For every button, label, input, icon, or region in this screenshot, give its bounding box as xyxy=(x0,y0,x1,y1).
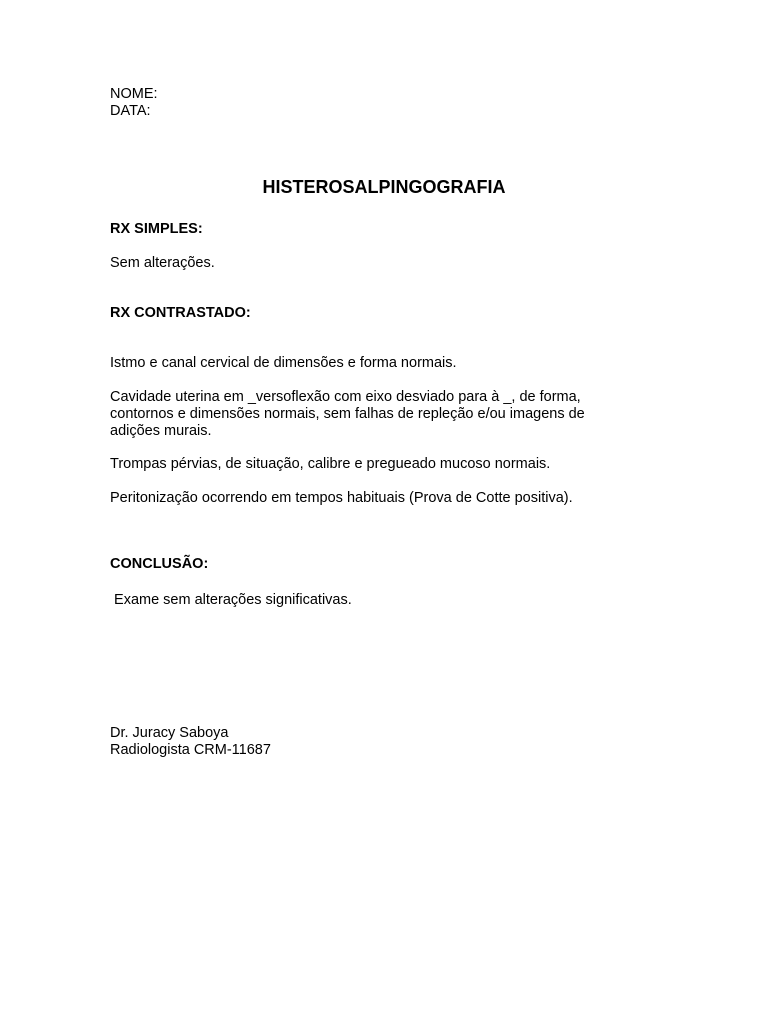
rx-simples-text: Sem alterações. xyxy=(110,255,215,271)
nome-label: NOME: xyxy=(110,86,158,102)
paragraph-trompas: Trompas pérvias, de situação, calibre e pregueado mucoso normais. xyxy=(110,456,551,472)
rx-contrastado-heading: RX CONTRASTADO: xyxy=(110,305,251,321)
rx-simples-heading: RX SIMPLES: xyxy=(110,221,203,237)
data-label: DATA: xyxy=(110,103,151,119)
document-title: HISTEROSALPINGOGRAFIA xyxy=(262,177,506,197)
conclusao-heading: CONCLUSÃO: xyxy=(110,556,209,572)
signature-role: Radiologista CRM-11687 xyxy=(110,742,271,758)
signature-name: Dr. Juracy Saboya xyxy=(110,725,229,741)
paragraph-peritonizacao: Peritonização ocorrendo em tempos habituais (Prova de Cotte positiva). xyxy=(110,490,573,506)
paragraph-cavidade: Cavidade uterina em _versoflexão com eixo desviado para à _, de forma, contornos e dimensões normais, sem falhas de repleção e/ou imagens de adições murais. xyxy=(110,389,585,439)
paragraph-istmo: Istmo e canal cervical de dimensões e forma normais. xyxy=(110,355,457,371)
conclusao-text: Exame sem alterações significativas. xyxy=(110,592,352,608)
